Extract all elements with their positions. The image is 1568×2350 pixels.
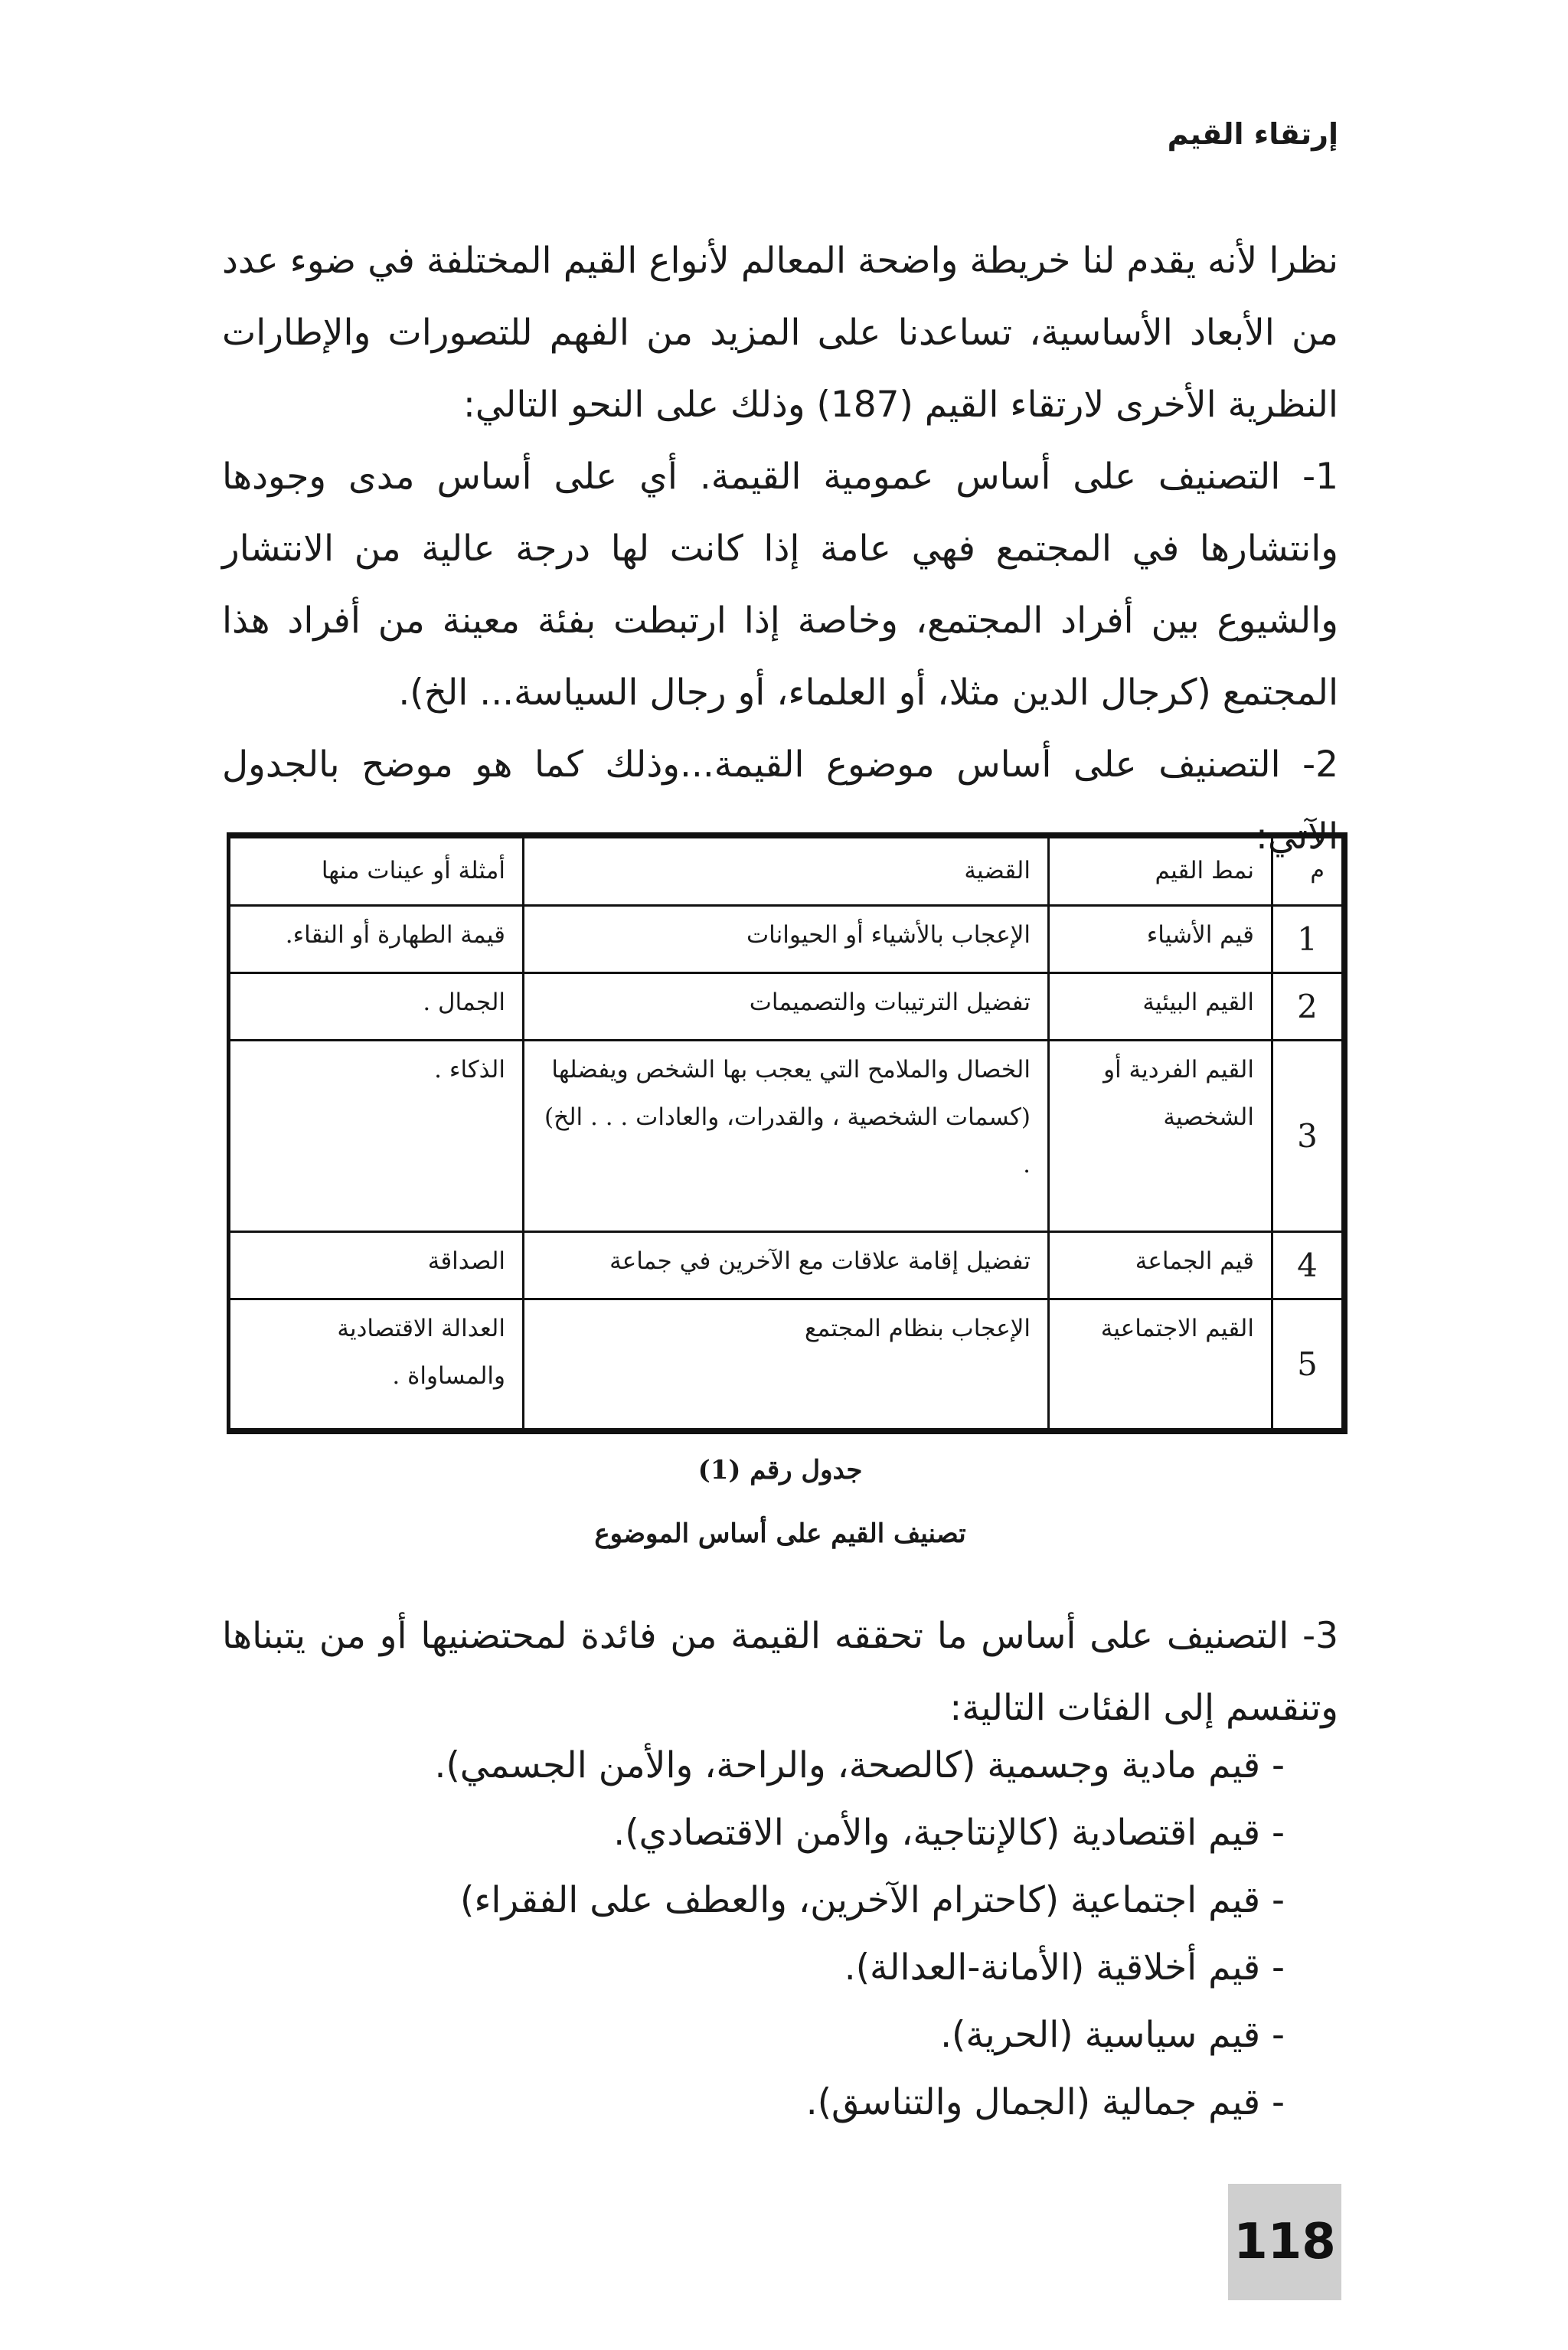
intro-paragraph: نظرا لأنه يقدم لنا خريطة واضحة المعالم لأنواع القيم المختلفة في ضوء عدد من الأبعاد الأساسية، تساعدنا على المزيد من الفهم للتصورات والإطارات النظرية الأخرى لارتقاء القيم (187) وذلك على النحو التالي: — [222, 240, 1338, 426]
row-examples: الصداقة — [230, 1232, 524, 1299]
header-issue: القضية — [524, 838, 1049, 906]
row-type: القيم البيئية — [1049, 973, 1272, 1041]
table-caption-title: جدول رقم (1) — [697, 1455, 863, 1486]
table-caption-subtitle: تصنيف القيم على أساس الموضوع — [594, 1518, 966, 1549]
classification-item-1: 1- التصنيف على أساس عمومية القيمة. أي على أساس مدى وجودها وانتشارها في المجتمع فهي عامة إذا كانت لها درجة عالية من الانتشار والشيوع بين أفراد المجتمع، وخاصة إذا ارتبطت بفئة معينة من أفراد هذا المجتمع (كرجال الدين مثلا، أو العلماء، أو رجال السياسة... الخ). — [222, 456, 1338, 714]
row-examples: العدالة الاقتصادية والمساواة . — [230, 1299, 524, 1430]
row-issue: الخصال والملامح التي يعجب بها الشخص ويفضلها (كسمات الشخصية ، والقدرات، والعادات . . . الخ) . — [524, 1041, 1049, 1232]
row-issue: الإعجاب بنظام المجتمع — [524, 1299, 1049, 1430]
row-examples: الذكاء . — [230, 1041, 524, 1232]
item-3-paragraph: 3- التصنيف على أساس ما تحققه القيمة من فائدة لمحتضنيها أو من يتبناها وتنقسم إلى الفئات التالية: — [222, 1615, 1338, 1729]
classification-item-3 — [222, 1600, 1338, 1744]
table-row — [230, 1299, 1343, 1430]
row-type: القيم الفردية أو الشخصية — [1049, 1041, 1272, 1232]
list-item: - قيم جمالية (الجمال والتناسق). — [805, 2081, 1285, 2123]
benefit-categories-list — [222, 1732, 1285, 2136]
page-number: 118 — [1228, 2184, 1341, 2300]
row-type: قيم الأشياء — [1049, 906, 1272, 973]
values-classification-table — [228, 836, 1344, 1430]
list-item: - قيم سياسية (الحرية). — [940, 2014, 1285, 2056]
row-issue: تفضيل الترتيبات والتصميمات — [524, 973, 1049, 1041]
table-row — [230, 973, 1343, 1041]
row-num: 5 — [1272, 1299, 1343, 1430]
row-num: 1 — [1272, 906, 1343, 973]
table-row — [230, 906, 1343, 973]
row-issue: الإعجاب بالأشياء أو الحيوانات — [524, 906, 1049, 973]
row-type: القيم الاجتماعية — [1049, 1299, 1272, 1430]
row-num: 4 — [1272, 1232, 1343, 1299]
list-item: - قيم أخلاقية (الأمانة-العدالة). — [844, 1946, 1285, 1989]
classification-item-2: 2- التصنيف على أساس موضوع القيمة...وذلك كما هو موضح بالجدول الآتي: — [222, 744, 1338, 858]
table-row — [230, 1232, 1343, 1299]
row-num: 3 — [1272, 1041, 1343, 1232]
table-header-row — [230, 838, 1343, 906]
row-examples: قيمة الطهارة أو النقاء. — [230, 906, 524, 973]
intro-section — [222, 225, 1338, 873]
header-num: م — [1272, 838, 1343, 906]
row-type: قيم الجماعة — [1049, 1232, 1272, 1299]
list-item: - قيم اجتماعية (كاحترام الآخرين، والعطف على الفقراء) — [459, 1879, 1285, 1921]
table-row — [230, 1041, 1343, 1232]
list-item: - قيم اقتصادية (كالإنتاجية، والأمن الاقتصادي). — [613, 1812, 1285, 1854]
values-table-frame — [227, 832, 1348, 1434]
header-type: نمط القيم — [1049, 838, 1272, 906]
row-issue: تفضيل إقامة علاقات مع الآخرين في جماعة — [524, 1232, 1049, 1299]
running-header: إرتقاء القيم — [1167, 117, 1338, 151]
row-examples: الجمال . — [230, 973, 524, 1041]
row-num: 2 — [1272, 973, 1343, 1041]
list-item: - قيم مادية وجسمية (كالصحة، والراحة، والأمن الجسمي). — [434, 1744, 1285, 1786]
header-examples: أمثلة أو عينات منها — [230, 838, 524, 906]
